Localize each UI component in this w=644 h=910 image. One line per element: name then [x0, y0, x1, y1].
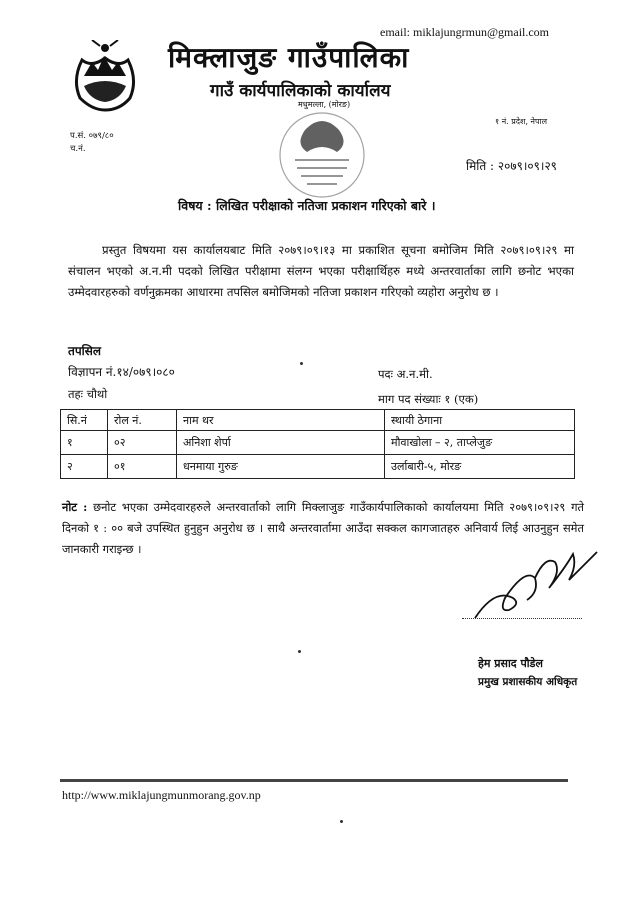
email-address: email: miklajungrmun@gmail.com	[380, 25, 550, 39]
letter-date: मिति : २०७९।०९।२९	[466, 159, 557, 173]
post-level: तहः चौथो	[68, 387, 108, 401]
letter-body: प्रस्तुत विषयमा यस कार्यालयबाट मिति २०७९।०९।१३ मा प्रकाशित सूचना बमोजिम मिति २०७९।०९।२९ मा संचालन भएको अ.न.मी पदको लिखित परीक्षामा संलग्न भएका परीक्षार्थिहरु मध्ये अन्तरवार्ताका लागि छनोट भएका उम्मेदवारहरुको वर्णनुक्रमका आधारमा तपसिल बमोजिमको नतिजा प्रकाशन गरिएको व्यहोरा अनुरोध छ ।	[68, 243, 574, 299]
results-table	[60, 409, 575, 479]
details-heading: तपसिल	[68, 344, 102, 358]
advertisement-number: विज्ञापन नं.१४/०७९।०८०	[68, 365, 175, 379]
nepal-emblem-icon	[70, 40, 140, 112]
note-label: नोट :	[62, 500, 88, 514]
office-subtitle: गाउँ कार्यपालिकाको कार्यालय	[210, 81, 391, 101]
name-cell: धनमाया गुरुङ	[177, 455, 385, 479]
vacancy-count: माग पद संख्याः १ (एक)	[378, 392, 479, 406]
roll-cell: ०१	[108, 455, 177, 479]
post-name: पदः अ.न.मी.	[378, 367, 433, 381]
column-header-roll: रोल नं.	[108, 410, 177, 431]
footer-divider	[60, 779, 568, 782]
column-header-name: नाम थर	[177, 410, 385, 431]
roll-cell: ०२	[108, 431, 177, 455]
table-row	[61, 431, 575, 455]
serial-cell: १	[61, 431, 108, 455]
office-address: मधुमल्ला, (मोरङ)	[298, 100, 351, 109]
municipality-title: मिक्लाजुङ गाउँपालिका	[168, 41, 410, 74]
address-cell: उर्लाबारी-५, मोरङ	[385, 455, 575, 479]
office-stamp-icon	[275, 108, 370, 203]
column-header-serial: सि.नं	[61, 410, 108, 431]
website-url: http://www.miklajungmunmorang.gov.np	[62, 788, 261, 802]
reference-block	[70, 130, 114, 156]
scan-speck	[300, 362, 303, 365]
signature-line	[462, 618, 582, 619]
reference-number: प.सं. ०७९/८०	[70, 131, 114, 141]
scan-speck	[340, 820, 343, 823]
handwritten-signature-icon	[465, 548, 600, 623]
signatory-name: हेम प्रसाद पौडेल	[478, 657, 543, 670]
letter-subject: विषय : लिखित परीक्षाको नतिजा प्रकाशन गरिएको बारे ।	[178, 198, 436, 213]
column-header-address: स्थायी ठेगाना	[385, 410, 575, 431]
scan-speck	[298, 650, 301, 653]
province-label: १ नं. प्रदेश, नेपाल	[495, 117, 548, 126]
dispatch-number: च.नं.	[70, 144, 86, 154]
serial-cell: २	[61, 455, 108, 479]
note-text: छनोट भएका उम्मेदवारहरुले अन्तरवार्ताको लागि मिक्लाजुङ गाउँकार्यपालिकाको कार्यालयमा मिति २०७९।०९।२९ गते दिनको १ : ०० बजे उपस्थित हुनुहुन अनुरोध छ । साथै अन्तरवार्तामा आउँदा सक्कल कागजातहरु अनिवार्य लिई आउनुहुन समेत जानकारी गराइन्छ ।	[62, 500, 584, 556]
name-cell: अनिशा शेर्पा	[177, 431, 385, 455]
address-cell: मौवाखोला – २, ताप्लेजुङ	[385, 431, 575, 455]
signatory-designation: प्रमुख प्रशासकीय अधिकृत	[478, 676, 578, 688]
table-row	[61, 455, 575, 479]
table-header-row	[61, 410, 575, 431]
